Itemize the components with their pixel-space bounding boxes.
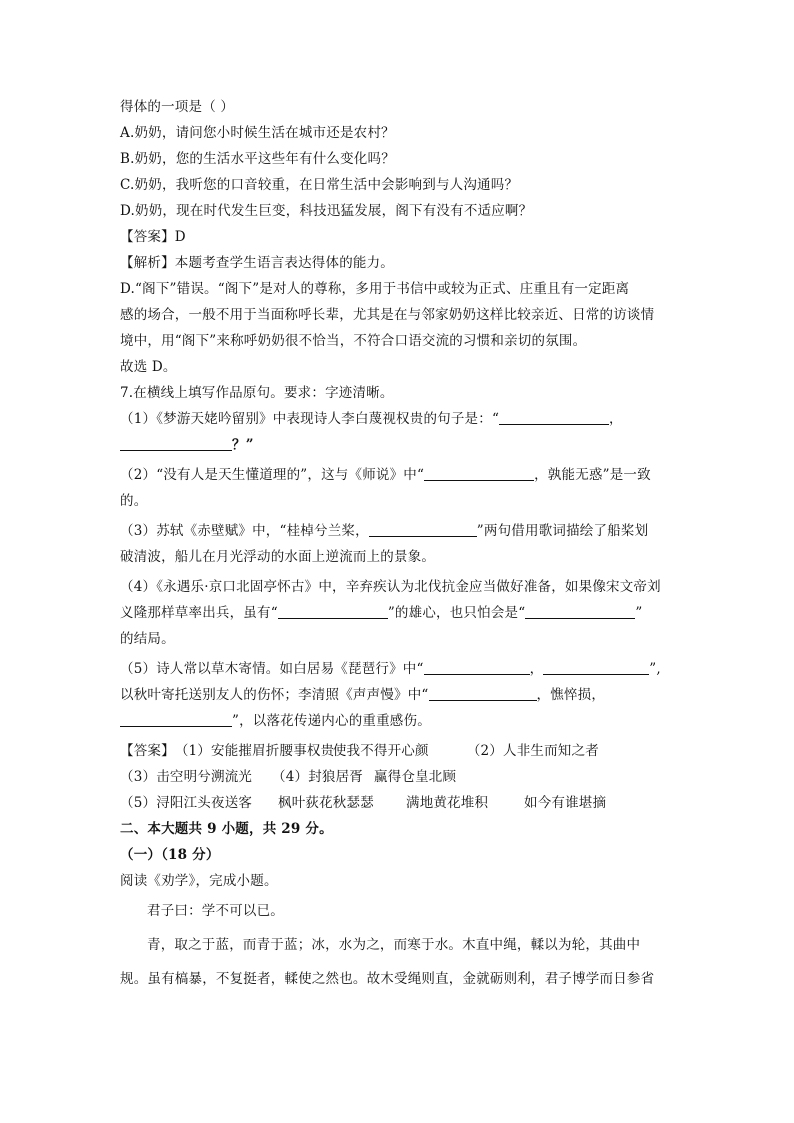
q7-answer-cell: 赢得仓皇北顾	[374, 769, 457, 785]
q7-answer-cell: 满地黄花堆积	[406, 795, 489, 811]
reading-instruction: 阅读《劝学》，完成小题。	[120, 873, 278, 889]
q6-option-d: D.奶奶，现在时代发生巨变，科技迅猛发展，阁下有没有不适应啊？	[120, 203, 533, 219]
q7-text: ，	[529, 661, 544, 677]
q6-stem: 得体的一项是（ ）	[120, 99, 235, 115]
q7-item-1	[120, 406, 690, 432]
document-page	[120, 94, 690, 992]
q7-item-3-cont: 破清波，船儿在月光浮动的水面上逆流而上的景象。	[120, 549, 436, 565]
q7-text: 以秋叶寄托送别友人的伤怀；李清照《声声慢》中“	[120, 687, 429, 703]
q7-answer-row-3	[120, 790, 690, 816]
q7-item-1-cont	[120, 432, 690, 458]
q7-item-2-cont: 的。	[120, 493, 148, 509]
passage-line: 青，取之于蓝，而青于蓝；冰，水为之，而寒于水。木直中绳，輮以为轮，其曲中	[147, 937, 641, 953]
q6-option-c: C.奶奶，我听您的口音较重，在日常生活中会影响到与人沟通吗？	[120, 177, 519, 193]
q7-text: （2）“没有人是天生懂道理的”，这与《师说》中“	[120, 467, 425, 483]
q7-item-5-end	[120, 708, 690, 734]
q7-answer-row-1	[120, 738, 690, 764]
q7-answer-cell: 如今有谁堪摘	[524, 795, 607, 811]
q6-option-a: A.奶奶，请问您小时候生活在城市还是农村？	[120, 125, 395, 141]
passage-line: 君子曰：学不可以已。	[147, 903, 284, 919]
q6-analysis-title: 【解析】本题考查学生语言表达得体的能力。	[120, 255, 394, 271]
q7-text: （3）苏轼《赤壁赋》中，“桂棹兮兰桨，	[120, 523, 369, 539]
q7-answer-row-2	[120, 764, 690, 790]
passage-line: 规。虽有槁暴，不复挺者，輮使之然也。故木受绳则直，金就砺则利，君子博学而日参省	[120, 971, 655, 987]
q7-item-5-cont	[120, 682, 690, 708]
q7-text: ，	[609, 411, 623, 427]
q7-text: ”,	[649, 661, 661, 677]
fill-blank[interactable]	[120, 712, 232, 727]
q7-text: ”两句借用歌词描绘了船桨划	[476, 523, 649, 539]
q7-text: ，孰能无惑”是一致	[534, 467, 651, 483]
fill-blank[interactable]	[499, 410, 609, 425]
q7-item-5	[120, 656, 690, 682]
q6-option-b: B.奶奶，您的生活水平这些年有什么变化吗？	[120, 151, 395, 167]
q7-item-4-end: 的结局。	[120, 631, 175, 647]
fill-blank[interactable]	[424, 466, 534, 481]
q7-answer-cell: （3）击空明兮溯流光	[120, 769, 253, 785]
q7-answer-cell: （4）封狼居胥	[272, 769, 363, 785]
q7-item-2	[120, 462, 690, 488]
fill-blank[interactable]	[120, 436, 232, 451]
q7-text: （5）诗人常以草木寄情。如白居易《琵琶行》中“	[120, 661, 424, 677]
q7-text: ，憔悴损，	[536, 687, 606, 703]
q7-stem: 7.在横线上填写作品原句。要求：字迹清晰。	[120, 385, 394, 401]
q7-text: ”，以落花传递内心的重重感伤。	[232, 713, 431, 729]
q7-answer-cell: （1）安能摧眉折腰事权贵	[174, 743, 335, 759]
q7-text: ？”	[232, 437, 254, 453]
q6-analysis-line: 境中，用“阁下”来称呼奶奶很不恰当，不符合口语交流的习惯和亲切的氛围。	[120, 333, 587, 349]
q6-answer: 【答案】D	[120, 229, 186, 245]
fill-blank[interactable]	[369, 522, 477, 537]
fill-blank[interactable]	[424, 660, 530, 675]
q7-text: （1）《梦游天姥吟留别》中表现诗人李白蔑视权贵的句子是：“	[120, 411, 500, 427]
q7-text: 义隆那样草率出兵，虽有“	[120, 605, 278, 621]
q7-item-4-cont	[120, 600, 690, 626]
q6-analysis-line: D.“阁下”错误。“阁下”是对人的尊称，多用于书信中或较为正式、庄重且有一定距离	[120, 281, 630, 297]
fill-blank[interactable]	[525, 604, 635, 619]
q7-answer-cell: （2）人非生而知之者	[466, 743, 599, 759]
q7-text: ”的雄心，也只怕会是“	[387, 605, 526, 621]
fill-blank[interactable]	[429, 686, 537, 701]
q7-answer-cell: （5）浔阳江头夜送客	[120, 795, 253, 811]
q6-conclusion: 故选 D。	[120, 359, 177, 375]
fill-blank[interactable]	[278, 604, 388, 619]
q6-analysis-line: 感的场合，一般不用于当面称呼长辈，尤其是在与邻家奶奶这样比较亲近、日常的访谈情	[120, 307, 655, 323]
q7-answer-cell: 枫叶荻花秋瑟瑟	[278, 795, 374, 811]
q7-item-4: （4）《永遇乐·京口北固亭怀古》中，辛弃疾认为北伐抗金应当做好准备，如果像宋文帝刘	[120, 579, 661, 595]
fill-blank[interactable]	[543, 660, 649, 675]
q7-answer-label: 【答案】	[120, 743, 175, 759]
section-title: 二、本大题共 9 小题，共 29 分。	[120, 821, 333, 837]
q7-answer-cell: 使我不得开心颜	[332, 743, 429, 759]
q7-text: ”	[635, 605, 643, 621]
section-subtitle: （一）（18 分）	[120, 847, 220, 863]
q7-item-3	[120, 518, 690, 544]
